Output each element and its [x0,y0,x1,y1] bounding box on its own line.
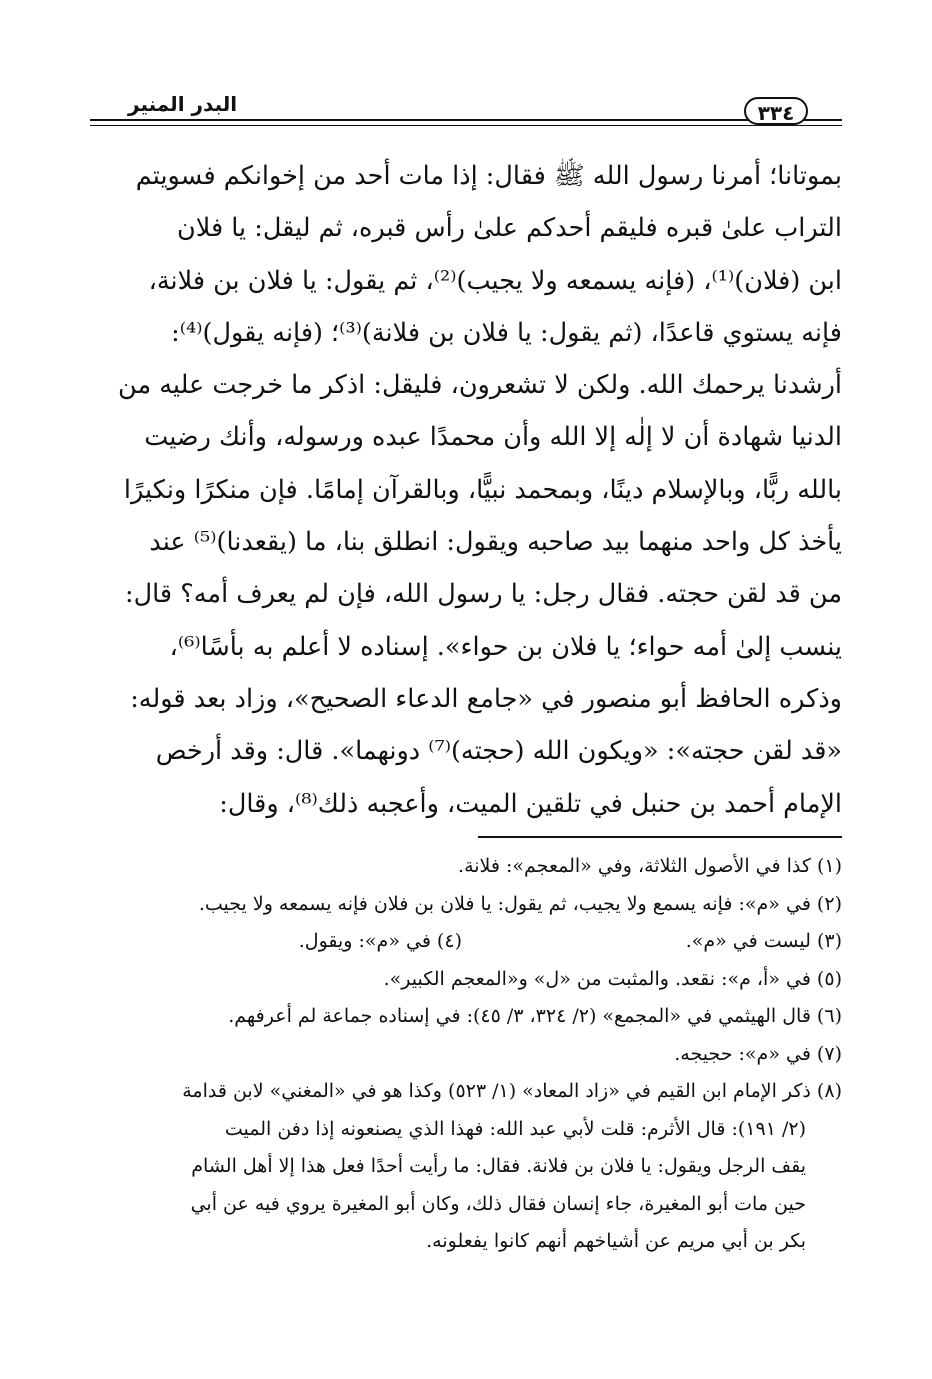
text-line: فإنه يستوي قاعدًا، (ثم يقول: يا فلان بن فلانة)⁽³⁾؛ (فإنه يقول)⁽⁴⁾: [171,317,842,348]
text-line: من قد لقن حجته. فقال رجل: يا رسول الله، فإن لم يعرف أمه؟ قال: [125,579,842,610]
text-line: بموتانا؛ أمرنا رسول الله ﷺ فقال: إذا مات أحد من إخوانكم فسويتم [135,161,842,191]
text-line: الإمام أحمد بن حنبل في تلقين الميت، وأعجبه ذلك⁽⁸⁾، وقال: [219,788,842,819]
text-line: التراب علىٰ قبره فليقم أحدكم علىٰ رأس قبره، ثم ليقل: يا فلان [177,213,842,244]
footnotes [90,848,842,1261]
text-line: «قد لقن حجته»: «ويكون الله (حجته)⁽⁷⁾ دونهما». قال: وقد أرخص [155,736,842,767]
text-line: الدنيا شهادة أن لا إلٰه إلا الله وأن محمدًا عبده ورسوله، وأنك رضيت [144,422,842,453]
footnote-8-continued: حين مات أبو المغيرة، جاء إنسان فقال ذلك، وكان أبو المغيرة يروي فيه عن أبي [190,1192,806,1215]
text-line: وذكره الحافظ أبو منصور في «جامع الدعاء الصحيح»، وزاد بعد قوله: [130,683,842,714]
page-number-badge [744,97,808,125]
footnote-5: (٥) في «أ، م»: نقعد. والمثبت من «ل» و«المعجم الكبير». [383,967,842,990]
footnote-8: (٨) ذكر الإمام ابن القيم في «زاد المعاد» (١/ ٥٢٣) وكذا هو في «المغني» لابن قدامة [182,1080,842,1102]
footnote-3: (٣) ليست في «م». [685,930,842,952]
page-header [90,92,842,132]
footnote-2: (٢) في «م»: فإنه يسمع ولا يجيب، ثم يقول: يا فلان بن فلان فإنه يسمعه ولا يجيب. [198,892,842,915]
footnote-row-3-4 [90,923,842,961]
text-line: يأخذ كل واحد منهما بيد صاحبه ويقول: انطلق بنا، ما (يقعدنا)⁽⁵⁾ عند [149,527,842,558]
footnote-1: (١) كذا في الأصول الثلاثة، وفي «المعجم»: فلانة. [458,855,842,877]
main-text [90,150,842,830]
running-title: البدر المنير [128,92,238,116]
text-line: ابن (فلان)⁽¹⁾، (فإنه يسمعه ولا يجيب)⁽²⁾، ثم يقول: يا فلان بن فلانة، [148,265,842,296]
text-line: ينسب إلىٰ أمه حواء؛ يا فلان بن حواء». إسناده لا أعلم به بأسًا⁽⁶⁾، [169,631,842,662]
footnote-4: (٤) في «م»: ويقول. [298,930,462,952]
footnote-8-continued: يقف الرجل ويقول: يا فلان بن فلانة. فقال: ما رأيت أحدًا فعل هذا إلا أهل الشام [191,1155,806,1177]
footnote-8-continued: (٢/ ١٩١): قال الأثرم: قلت لأبي عبد الله: فهذا الذي يصنعونه إذا دفن الميت [224,1117,806,1140]
page-number: ٣٣٤ [757,101,795,125]
footnote-8-continued: بكر بن أبي مريم عن أشياخهم أنهم كانوا يفعلونه. [426,1230,806,1252]
header-rule-bottom [90,125,842,126]
footnote-7: (٧) في «م»: حجيجه. [674,1042,842,1065]
header-rule-top [90,119,842,121]
text-line: أرشدنا يرحمك الله. ولكن لا تشعرون، فليقل: اذكر ما خرجت عليه من [118,370,842,401]
text-line: بالله ربًّا، وبالإسلام دينًا، وبمحمد نبيًّا، وبالقرآن إمامًا. فإن منكرًا ونكيرًا [123,474,842,505]
footnote-separator [478,836,842,838]
footnote-6: (٦) قال الهيثمي في «المجمع» (٢/ ٣٢٤، ٣/ ٤٥): في إسناده جماعة لم أعرفهم. [228,1005,842,1027]
